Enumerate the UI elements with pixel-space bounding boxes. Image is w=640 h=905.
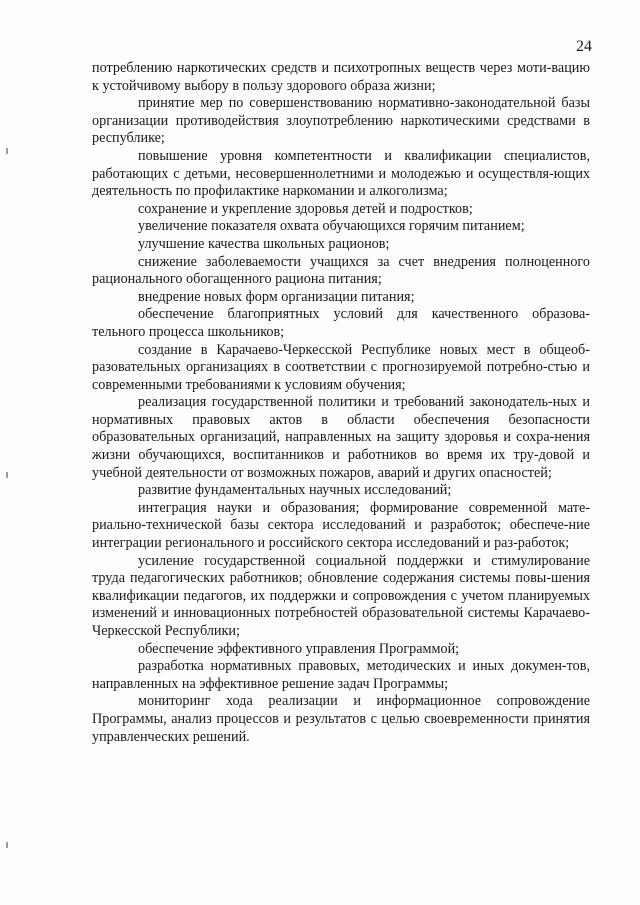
paragraph: усиление государственной социальной поддержки и стимулирование труда педагогических работников; обновление содержания системы повы-шения квалификации педагогов, их поддержки и сопровождения с учетом планируемых изменений и инновационных потребностей образовательной системы Карачаево-Черкесской Республики;	[92, 552, 590, 639]
paragraph: сохранение и укрепление здоровья детей и подростков;	[138, 200, 473, 217]
paragraph: обеспечение благоприятных условий для качественного образова-тельного процесса школьников;	[92, 306, 590, 340]
scan-mark	[6, 472, 8, 478]
paragraph: снижение заболеваемости учащихся за счет внедрения полноценного рационального обогащенного рациона питания;	[92, 253, 590, 288]
paragraph: реализация государственной политики и требований законодатель-ных и нормативных правовых актов в области обеспечения безопасности образовательных организаций, направленных на защиту здоровья и сохра-нения жизни обучающихся, воспитанников и работников во время их тру-довой и учебной деятельности от возможных пожаров, аварий и других опасностей;	[92, 394, 590, 481]
paragraph: интеграция науки и образования; формирование современной мате-риально-технической базы сектора исследований и разработок; обеспече-ние интеграции регионального и российского сектора исследований и раз-работок;	[92, 499, 590, 552]
paragraph: создание в Карачаево-Черкесской Республике новых мест в общеоб-разовательных организациях в соответствии с прогнозируемой потребно-стью и современными требованиями к условиям обучения;	[92, 341, 590, 393]
page-number: 24	[576, 38, 592, 55]
paragraph: принятие мер по совершенствованию нормативно-законодательной базы организации противодействия злоупотреблению наркотическими средствами в республике;	[92, 95, 590, 147]
paragraph: улучшение качества школьных рационов;	[138, 235, 390, 252]
paragraph: повышение уровня компетентности и квалификации специалистов, работающих с детьми, несовершеннолетними и молодежью и осуществля-ющих деятельность по профилактике наркомании и алкоголизма;	[92, 147, 590, 200]
paragraph: увеличение показателя охвата обучающихся горячим питанием;	[138, 218, 525, 235]
paragraph: разработка нормативных правовых, методических и иных докумен-тов, направленных на эффективное решение задач Программы;	[92, 658, 590, 692]
paragraph: развитие фундаментальных научных исследований;	[138, 482, 452, 499]
scan-mark	[6, 842, 8, 848]
document-body	[92, 60, 590, 746]
scan-mark	[6, 148, 8, 154]
paragraph: внедрение новых форм организации питания;	[138, 288, 415, 305]
paragraph: обеспечение эффективного управления Программой;	[138, 640, 460, 657]
paragraph: потреблению наркотических средств и психотропных веществ через моти-вацию к устойчивому выбору в пользу здорового образа жизни;	[92, 60, 590, 94]
paragraph: мониторинг хода реализации и информационное сопровождение Программы, анализ процессов и результатов с целью своевременности принятия управленческих решений.	[92, 693, 590, 745]
